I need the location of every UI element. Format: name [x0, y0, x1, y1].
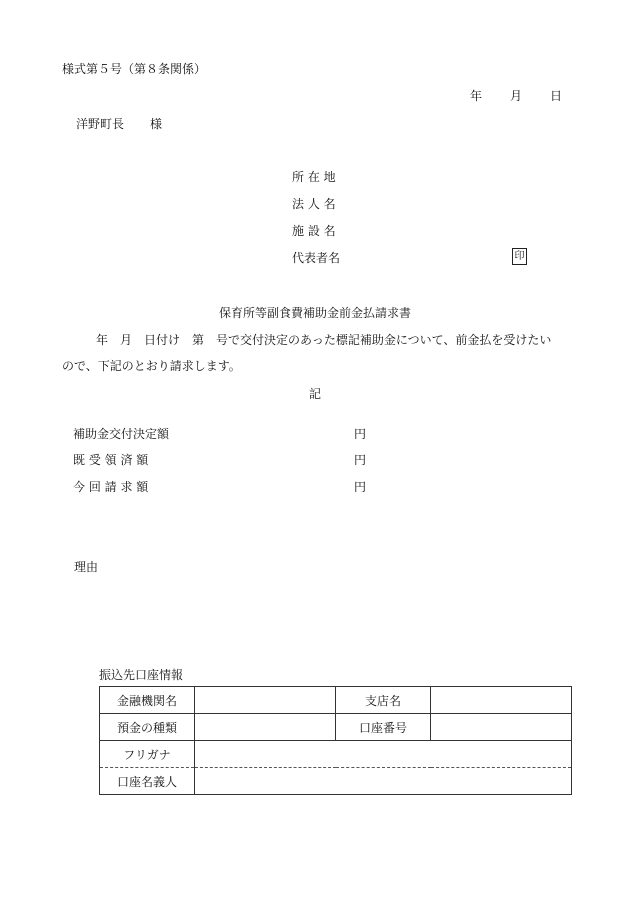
- corp-name-label: 法 人 名: [292, 197, 336, 211]
- facility-label: 施 設 名: [292, 224, 336, 238]
- branch-field[interactable]: [431, 687, 572, 714]
- account-number-label: 口座番号: [336, 714, 431, 741]
- amount-unit-decided: 円: [354, 427, 367, 441]
- deposit-type-label: 預金の種類: [100, 714, 195, 741]
- date-month: 月: [510, 89, 523, 103]
- institution-label: 金融機関名: [100, 687, 195, 714]
- form-number: 様式第５号（第８条関係）: [62, 62, 207, 76]
- amount-label-request: 今 回 請 求 額: [73, 480, 149, 494]
- addressee: [76, 115, 162, 132]
- seal-mark: 印: [512, 248, 527, 265]
- amount-unit-request: 円: [354, 480, 367, 494]
- bank-info-caption: 振込先口座情報: [99, 668, 184, 682]
- account-number-field[interactable]: [431, 714, 572, 741]
- amount-unit-received: 円: [354, 453, 367, 467]
- address-label: 所 在 地: [292, 170, 336, 184]
- date-year: 年: [470, 89, 483, 103]
- honorific: 様: [150, 117, 163, 131]
- account-holder-field[interactable]: [195, 768, 572, 795]
- furigana-label: フリガナ: [100, 741, 195, 768]
- institution-field[interactable]: [195, 687, 336, 714]
- addressee-name: 洋野町長: [76, 117, 125, 131]
- table-row: [100, 768, 572, 795]
- body-text-line2: ので、下記のとおり請求します。: [62, 359, 241, 373]
- amount-label-decided: 補助金交付決定額: [73, 427, 170, 441]
- date-day: 日: [550, 89, 563, 103]
- bank-info-table: [99, 686, 572, 795]
- document-title: 保育所等副食費補助金前金払請求書: [218, 306, 411, 320]
- ki-heading: 記: [308, 387, 321, 401]
- deposit-type-field[interactable]: [195, 714, 336, 741]
- account-holder-label: 口座名義人: [100, 768, 195, 795]
- representative-label: 代表者名: [292, 251, 341, 265]
- body-text-line1: 年 月 日付け 第 号で交付決定のあった標記補助金について、前金払を受けたい: [96, 333, 552, 347]
- branch-label: 支店名: [336, 687, 431, 714]
- amount-label-received: 既 受 領 済 額: [73, 453, 149, 467]
- reason-label: 理由: [74, 560, 99, 574]
- date-line: [470, 87, 562, 104]
- furigana-field[interactable]: [195, 741, 572, 768]
- table-row: [100, 741, 572, 768]
- table-row: [100, 714, 572, 741]
- table-row: [100, 687, 572, 714]
